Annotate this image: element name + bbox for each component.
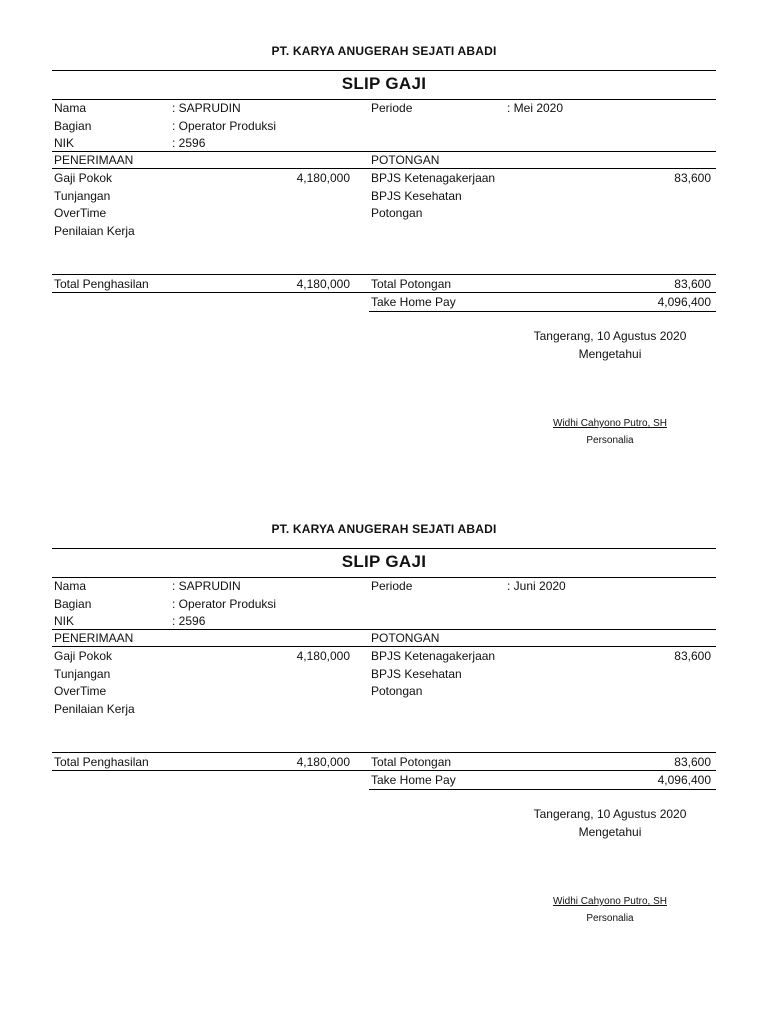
penerimaan-item-label: Gaji Pokok <box>54 649 113 663</box>
company-name: PT. KARYA ANUGERAH SEJATI ABADI <box>271 522 497 536</box>
nama-value: : SAPRUDIN <box>172 579 241 593</box>
penerimaan-item-label: Penilaian Kerja <box>54 702 135 716</box>
take-home-pay-value: 4,096,400 <box>657 295 711 309</box>
penerimaan-header: PENERIMAAN <box>54 153 134 167</box>
place-date: Tangerang, 10 Agustus 2020 <box>533 329 687 343</box>
take-home-pay-rule <box>369 789 716 790</box>
signatory-name: Widhi Cahyono Putro, SH <box>553 896 667 907</box>
nik-value: : 2596 <box>172 136 206 150</box>
take-home-pay-label: Take Home Pay <box>371 295 456 309</box>
take-home-pay-value: 4,096,400 <box>657 773 711 787</box>
potongan-item-label: Potongan <box>371 206 423 220</box>
slip-title: SLIP GAJI <box>341 74 427 93</box>
nik-value: : 2596 <box>172 614 206 628</box>
periode-label: Periode <box>371 579 413 593</box>
acknowledged-label: Mengetahui <box>578 347 642 361</box>
signatory-name: Widhi Cahyono Putro, SH <box>553 418 667 429</box>
penerimaan-item-value: 4,180,000 <box>296 649 350 663</box>
potongan-item-label: Potongan <box>371 684 423 698</box>
penerimaan-item-label: Tunjangan <box>54 667 111 681</box>
penerimaan-item-label: OverTime <box>54 684 107 698</box>
penerimaan-item-label: Gaji Pokok <box>54 171 113 185</box>
place-date: Tangerang, 10 Agustus 2020 <box>533 807 687 821</box>
bagian-label: Bagian <box>54 597 92 611</box>
nama-value: : SAPRUDIN <box>172 101 241 115</box>
totals-bottom-rule <box>52 770 716 771</box>
total-potongan-label: Total Potongan <box>371 755 452 769</box>
totals-top-rule <box>52 274 716 275</box>
total-penghasilan-label: Total Penghasilan <box>54 277 149 291</box>
potongan-header: POTONGAN <box>371 153 440 167</box>
potongan-header: POTONGAN <box>371 631 440 645</box>
penerimaan-header: PENERIMAAN <box>54 631 134 645</box>
nama-label: Nama <box>54 101 87 115</box>
section-top-rule <box>52 151 716 152</box>
penerimaan-item-value: 4,180,000 <box>296 171 350 185</box>
total-potongan-value: 83,600 <box>674 277 711 291</box>
section-top-rule <box>52 629 716 630</box>
periode-value: : Juni 2020 <box>507 579 566 593</box>
bagian-value: : Operator Produksi <box>172 119 277 133</box>
slip-title: SLIP GAJI <box>341 552 427 571</box>
penerimaan-item-label: Penilaian Kerja <box>54 224 135 238</box>
salary-slip-may <box>0 0 768 470</box>
take-home-pay-rule <box>369 311 716 312</box>
acknowledged-label: Mengetahui <box>578 825 642 839</box>
total-penghasilan-label: Total Penghasilan <box>54 755 149 769</box>
penerimaan-item-label: OverTime <box>54 206 107 220</box>
potongan-item-label: BPJS Ketenagakerjaan <box>371 649 496 663</box>
title-bottom-rule <box>52 99 716 100</box>
section-header-rule <box>52 646 716 647</box>
potongan-item-label: BPJS Kesehatan <box>371 667 462 681</box>
title-top-rule <box>52 70 716 71</box>
salary-slip-june <box>0 478 768 948</box>
total-penghasilan-value: 4,180,000 <box>296 277 350 291</box>
title-top-rule <box>52 548 716 549</box>
nama-label: Nama <box>54 579 87 593</box>
bagian-value: : Operator Produksi <box>172 597 277 611</box>
total-potongan-label: Total Potongan <box>371 277 452 291</box>
potongan-item-value: 83,600 <box>674 171 711 185</box>
totals-bottom-rule <box>52 292 716 293</box>
potongan-item-value: 83,600 <box>674 649 711 663</box>
title-bottom-rule <box>52 577 716 578</box>
penerimaan-item-label: Tunjangan <box>54 189 111 203</box>
take-home-pay-label: Take Home Pay <box>371 773 456 787</box>
total-potongan-value: 83,600 <box>674 755 711 769</box>
periode-label: Periode <box>371 101 413 115</box>
potongan-item-label: BPJS Ketenagakerjaan <box>371 171 496 185</box>
nik-label: NIK <box>54 136 75 150</box>
potongan-item-label: BPJS Kesehatan <box>371 189 462 203</box>
nik-label: NIK <box>54 614 75 628</box>
periode-value: : Mei 2020 <box>507 101 564 115</box>
signatory-position: Personalia <box>586 913 634 924</box>
signatory-position: Personalia <box>586 435 634 446</box>
company-name: PT. KARYA ANUGERAH SEJATI ABADI <box>271 44 497 58</box>
section-header-rule <box>52 168 716 169</box>
totals-top-rule <box>52 752 716 753</box>
total-penghasilan-value: 4,180,000 <box>296 755 350 769</box>
bagian-label: Bagian <box>54 119 92 133</box>
